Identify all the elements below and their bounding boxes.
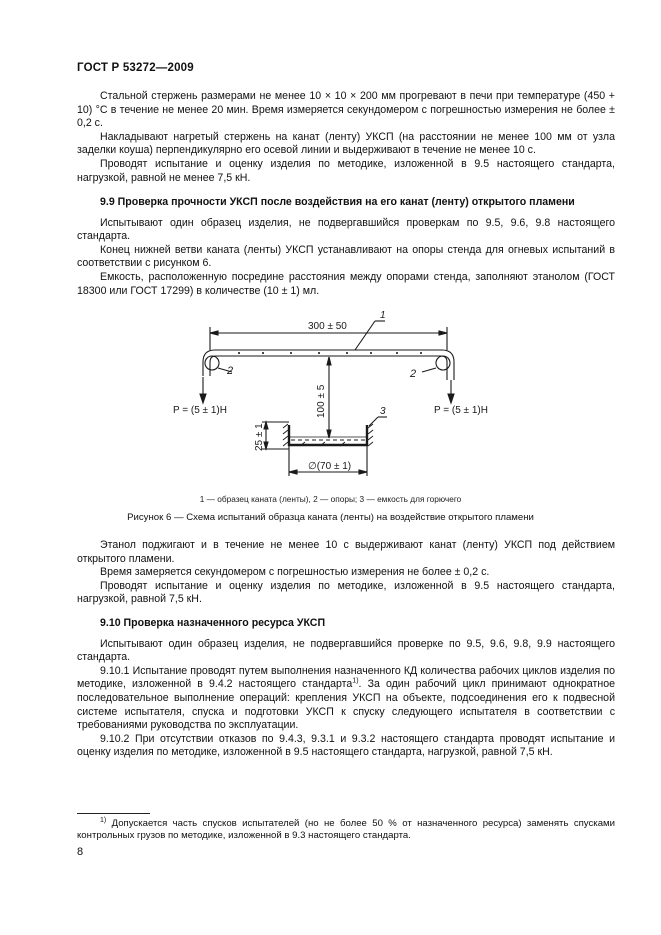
- paragraph: Этанол поджигают и в течение не менее 10 с выдерживают канат (ленту) УКСП под действием открытого пламени.: [77, 539, 615, 565]
- figure-caption: Рисунок 6 — Схема испытаний образца каната (ленты) на воздействие открытого пламени: [127, 512, 534, 523]
- support-right: [436, 356, 450, 370]
- section-heading: 9.10 Проверка назначенного ресурса УКСП: [100, 617, 326, 629]
- dim-length-label: 300 ± 50: [308, 321, 347, 332]
- paragraph: Емкость, расположенную посредине расстояния между опорами стенда, заполняют этанолом (ГОСТ 18300 или ГОСТ 17299) в количестве (10 ± 1) мл.: [77, 270, 615, 297]
- paragraph: Накладывают нагретый стержень на канат (ленту) УКСП (на расстоянии не менее 100 мм от узла заделки коуша) перпендикулярно его осевой линии и выдерживают в течение не менее 10 с.: [77, 130, 615, 157]
- dim-height-label: 100 ± 5: [316, 384, 327, 418]
- paragraph: Время замеряется секундомером с погрешностью измерения не более ± 0,2 с.: [100, 566, 490, 579]
- figure-legend: 1 — образец каната (ленты), 2 — опоры; 3 — емкость для горючего: [199, 494, 462, 504]
- after-figure-block: [77, 539, 615, 607]
- paragraph: Проводят испытание и оценку изделия по методике, изложенной в 9.5 настоящего стандарта, нагрузкой, равной 7,5 кН.: [77, 579, 615, 606]
- callout-1: 1: [380, 310, 386, 321]
- paragraph: Стальной стержень размерами не менее 10 × 10 × 200 мм прогревают в печи при температуре (450 + 10) °С в течение не менее 20 мин. Время измеряется секундомером с погрешностью измерения не более ± 0,2 с.: [77, 90, 615, 130]
- callout-2-left: 2: [227, 365, 234, 377]
- callout-2-right: 2: [410, 368, 417, 380]
- paragraph: 9.10.2 При отсутствии отказов по 9.4.3, 9.3.1 и 9.3.2 настоящего стандарта проводят испытание и оценку изделия по методике, изложенной в 9.5 настоящего стандарта, нагрузкой, равной 7,5 кН.: [77, 732, 615, 759]
- callout-3: 3: [380, 406, 386, 417]
- load-left-label: P = (5 ± 1)H: [173, 405, 227, 416]
- footnote-marker: 1): [100, 816, 107, 824]
- paragraph: [77, 665, 615, 733]
- standard-header: ГОСТ Р 53272—2009: [77, 62, 194, 74]
- paragraph: Испытывают один образец изделия, не подвергавшийся проверке по 9.5, 9.6, 9.8, 9.9 настоящего стандарта.: [77, 637, 615, 664]
- load-right-label: P = (5 ± 1)H: [434, 405, 488, 416]
- paragraph-text: 9.10.1 Испытание проводят путем выполнения назначенного КД количества рабочих циклов изделия по методике, изложенной в 9.4.2 настоящего стандарта: [77, 664, 615, 691]
- paragraph: Конец нижней ветви каната (ленты) УКСП устанавливают на опоры стенда для огневых испытаний в соответствии с рисунком 6.: [77, 243, 615, 270]
- footnote-ref[interactable]: 1): [352, 677, 359, 685]
- paragraph: Проводят испытание и оценку изделия по методике, изложенной в 9.5 настоящего стандарта, нагрузкой, равной не менее 7,5 кН.: [77, 157, 615, 184]
- support-left: [205, 356, 219, 370]
- footnote-text: Допускается часть спусков испытателей (но не более 50 % от назначенного ресурса) заменять спусками контрольных грузов по методике, изложенной в 9.3 настоящего стандарта.: [77, 818, 615, 841]
- footnote: [77, 818, 615, 842]
- section-heading: 9.9 Проверка прочности УКСП после воздействия на его канат (ленту) открытого пламени: [100, 196, 575, 208]
- paragraph: Испытывают один образец изделия, не подвергавшийся проверкам по 9.5, 9.6, 9.8 настоящего стандарта.: [77, 216, 615, 243]
- paragraph-text: . За один рабочий цикл принимают однократное последовательное выполнение операций: крепления УКСП на объекте, подсоединения его к подвесной системе испытателя, спуска и подготовки УКСП к спуску следующего испытателя в соответствии с требованиями руководства по эксплуатации.: [77, 678, 615, 732]
- dim-diameter-label: ∅(70 ± 1): [308, 461, 352, 472]
- footnote-divider: [77, 813, 150, 814]
- dim-depth-label: 25 ± 1: [254, 423, 265, 451]
- page-number: 8: [77, 846, 84, 858]
- section-9-10: [77, 617, 615, 760]
